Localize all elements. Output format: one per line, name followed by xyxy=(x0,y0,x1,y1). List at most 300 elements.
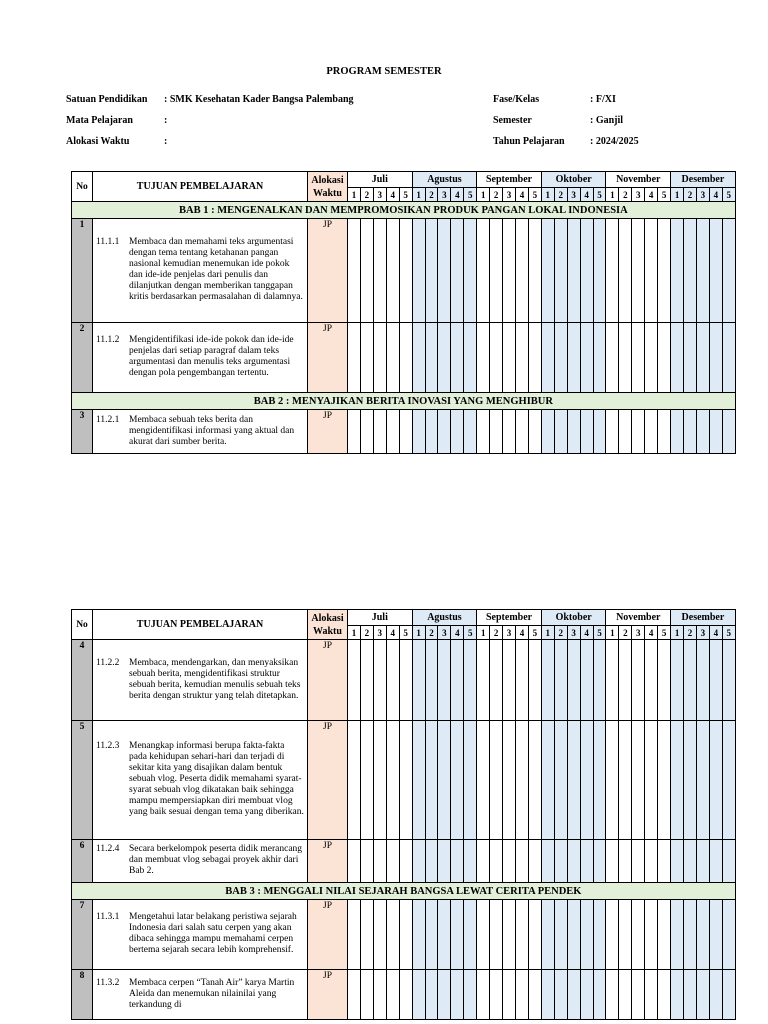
week-cell[interactable] xyxy=(399,640,412,721)
week-cell[interactable] xyxy=(554,410,567,454)
week-cell[interactable] xyxy=(645,323,658,393)
week-cell[interactable] xyxy=(580,900,593,970)
week-cell[interactable] xyxy=(606,970,619,1020)
week-cell[interactable] xyxy=(658,323,671,393)
week-cell[interactable] xyxy=(593,721,606,840)
week-cell[interactable] xyxy=(516,410,529,454)
week-cell[interactable] xyxy=(412,900,425,970)
week-cell[interactable] xyxy=(503,640,516,721)
week-cell[interactable] xyxy=(373,840,386,883)
week-cell[interactable] xyxy=(348,410,361,454)
week-cell[interactable] xyxy=(528,219,541,323)
week-number: 3 xyxy=(373,626,386,640)
week-cell[interactable] xyxy=(386,640,399,721)
info-label-tahun: Tahun Pelajaran xyxy=(493,136,565,147)
week-cell[interactable] xyxy=(412,970,425,1020)
week-cell[interactable] xyxy=(632,410,645,454)
week-cell[interactable] xyxy=(645,640,658,721)
week-cell[interactable] xyxy=(696,410,709,454)
week-cell[interactable] xyxy=(580,219,593,323)
week-cell[interactable] xyxy=(619,640,632,721)
info-label-satuan: Satuan Pendidikan xyxy=(66,94,148,105)
week-cell[interactable] xyxy=(722,721,735,840)
week-cell[interactable] xyxy=(360,640,373,721)
week-cell[interactable] xyxy=(580,721,593,840)
week-cell[interactable] xyxy=(490,840,503,883)
week-cell[interactable] xyxy=(645,410,658,454)
week-cell[interactable] xyxy=(658,640,671,721)
week-cell[interactable] xyxy=(438,640,451,721)
week-cell[interactable] xyxy=(619,219,632,323)
week-cell[interactable] xyxy=(541,640,554,721)
week-cell[interactable] xyxy=(567,640,580,721)
week-cell[interactable] xyxy=(541,900,554,970)
week-cell[interactable] xyxy=(671,900,684,970)
week-cell[interactable] xyxy=(399,970,412,1020)
week-cell[interactable] xyxy=(709,721,722,840)
week-cell[interactable] xyxy=(360,410,373,454)
week-cell[interactable] xyxy=(606,721,619,840)
week-cell[interactable] xyxy=(658,970,671,1020)
week-cell[interactable] xyxy=(671,970,684,1020)
week-cell[interactable] xyxy=(438,323,451,393)
week-cell[interactable] xyxy=(606,219,619,323)
week-cell[interactable] xyxy=(593,323,606,393)
month-header: Agustus xyxy=(412,610,477,626)
week-number: 4 xyxy=(645,626,658,640)
week-cell[interactable] xyxy=(503,721,516,840)
week-cell[interactable] xyxy=(554,219,567,323)
week-cell[interactable] xyxy=(619,900,632,970)
week-cell[interactable] xyxy=(606,323,619,393)
week-cell[interactable] xyxy=(696,219,709,323)
week-cell[interactable] xyxy=(541,970,554,1020)
week-cell[interactable] xyxy=(593,900,606,970)
week-cell[interactable] xyxy=(722,900,735,970)
week-cell[interactable] xyxy=(619,721,632,840)
week-cell[interactable] xyxy=(541,721,554,840)
week-cell[interactable] xyxy=(516,640,529,721)
week-cell[interactable] xyxy=(425,323,438,393)
week-cell[interactable] xyxy=(684,410,697,454)
week-cell[interactable] xyxy=(606,900,619,970)
week-cell[interactable] xyxy=(619,840,632,883)
week-cell[interactable] xyxy=(567,219,580,323)
objective-cell xyxy=(93,900,308,970)
week-cell[interactable] xyxy=(722,410,735,454)
week-cell[interactable] xyxy=(386,900,399,970)
week-cell[interactable] xyxy=(684,840,697,883)
bab-heading: BAB 1 : MENGENALKAN DAN MEMPROMOSIKAN PRODUK PANGAN LOKAL INDONESIA xyxy=(72,202,736,219)
semester-table-2 xyxy=(71,609,736,1020)
week-cell[interactable] xyxy=(464,970,477,1020)
week-cell[interactable] xyxy=(490,323,503,393)
week-cell[interactable] xyxy=(360,900,373,970)
week-cell[interactable] xyxy=(709,840,722,883)
week-cell[interactable] xyxy=(451,900,464,970)
week-cell[interactable] xyxy=(645,721,658,840)
week-cell[interactable] xyxy=(580,640,593,721)
week-cell[interactable] xyxy=(619,323,632,393)
week-cell[interactable] xyxy=(541,219,554,323)
week-cell[interactable] xyxy=(464,721,477,840)
week-cell[interactable] xyxy=(554,323,567,393)
week-cell[interactable] xyxy=(567,721,580,840)
week-number: 2 xyxy=(425,626,438,640)
objective-text: Membaca, mendengarkan, dan menyaksikan sebuah berita, mengidentifikasi struktur sebuah berita, kemudian menulis sebuah teks berita dengan struktur yang telah ditetapkan. xyxy=(129,657,301,701)
week-cell[interactable] xyxy=(696,900,709,970)
week-cell[interactable] xyxy=(477,970,490,1020)
week-cell[interactable] xyxy=(541,840,554,883)
week-cell[interactable] xyxy=(632,840,645,883)
week-cell[interactable] xyxy=(696,840,709,883)
bab-heading: BAB 2 : MENYAJIKAN BERITA INOVASI YANG MENGHIBUR xyxy=(72,393,736,410)
week-cell[interactable] xyxy=(645,840,658,883)
week-cell[interactable] xyxy=(348,640,361,721)
week-cell[interactable] xyxy=(503,219,516,323)
week-cell[interactable] xyxy=(503,970,516,1020)
week-cell[interactable] xyxy=(554,840,567,883)
week-cell[interactable] xyxy=(684,219,697,323)
month-header: November xyxy=(606,610,671,626)
week-cell[interactable] xyxy=(684,640,697,721)
week-cell[interactable] xyxy=(438,410,451,454)
week-cell[interactable] xyxy=(528,721,541,840)
week-cell[interactable] xyxy=(567,900,580,970)
week-number: 2 xyxy=(360,626,373,640)
week-cell[interactable] xyxy=(464,840,477,883)
week-cell[interactable] xyxy=(606,410,619,454)
month-header: November xyxy=(606,172,671,188)
week-cell[interactable] xyxy=(399,840,412,883)
week-cell[interactable] xyxy=(528,970,541,1020)
week-cell[interactable] xyxy=(464,323,477,393)
week-number: 5 xyxy=(464,188,477,202)
week-cell[interactable] xyxy=(516,721,529,840)
week-cell[interactable] xyxy=(684,721,697,840)
week-cell[interactable] xyxy=(451,970,464,1020)
week-cell[interactable] xyxy=(580,840,593,883)
week-cell[interactable] xyxy=(671,219,684,323)
week-cell[interactable] xyxy=(438,219,451,323)
week-cell[interactable] xyxy=(425,840,438,883)
week-cell[interactable] xyxy=(593,219,606,323)
week-cell[interactable] xyxy=(399,219,412,323)
week-number: 3 xyxy=(632,188,645,202)
week-cell[interactable] xyxy=(554,900,567,970)
week-cell[interactable] xyxy=(451,640,464,721)
week-number: 1 xyxy=(477,626,490,640)
semester-table-1 xyxy=(71,171,736,454)
week-cell[interactable] xyxy=(373,970,386,1020)
week-cell[interactable] xyxy=(632,640,645,721)
week-cell[interactable] xyxy=(503,323,516,393)
week-number: 3 xyxy=(567,188,580,202)
row-number: 8 xyxy=(72,970,93,1020)
week-cell[interactable] xyxy=(490,721,503,840)
objective-text: Membaca cerpen “Tanah Air” karya Martin Aleida dan menemukan nilainilai yang terkandung di xyxy=(129,977,295,1010)
week-cell[interactable] xyxy=(438,970,451,1020)
week-cell[interactable] xyxy=(528,640,541,721)
week-cell[interactable] xyxy=(528,323,541,393)
week-cell[interactable] xyxy=(373,721,386,840)
objective-code: 11.1.2 xyxy=(96,335,120,345)
week-cell[interactable] xyxy=(425,640,438,721)
week-cell[interactable] xyxy=(658,900,671,970)
week-cell[interactable] xyxy=(709,900,722,970)
week-cell[interactable] xyxy=(658,840,671,883)
objective-cell xyxy=(93,323,308,393)
week-cell[interactable] xyxy=(606,840,619,883)
week-cell[interactable] xyxy=(671,721,684,840)
week-cell[interactable] xyxy=(554,721,567,840)
week-cell[interactable] xyxy=(451,410,464,454)
week-cell[interactable] xyxy=(412,410,425,454)
week-cell[interactable] xyxy=(528,900,541,970)
week-cell[interactable] xyxy=(632,721,645,840)
week-cell[interactable] xyxy=(580,970,593,1020)
week-cell[interactable] xyxy=(645,219,658,323)
week-cell[interactable] xyxy=(477,721,490,840)
week-cell[interactable] xyxy=(386,410,399,454)
week-cell[interactable] xyxy=(412,219,425,323)
week-cell[interactable] xyxy=(348,900,361,970)
week-cell[interactable] xyxy=(671,323,684,393)
week-cell[interactable] xyxy=(360,840,373,883)
month-header: Oktober xyxy=(541,610,606,626)
week-cell[interactable] xyxy=(709,219,722,323)
week-cell[interactable] xyxy=(438,721,451,840)
week-cell[interactable] xyxy=(567,323,580,393)
week-cell[interactable] xyxy=(722,840,735,883)
month-header: Juli xyxy=(348,610,413,626)
bab-heading: BAB 3 : MENGGALI NILAI SEJARAH BANGSA LEWAT CERITA PENDEK xyxy=(72,883,736,900)
week-cell[interactable] xyxy=(503,840,516,883)
week-cell[interactable] xyxy=(490,640,503,721)
objective-text: Secara berkelompok peserta didik merancang dan membuat vlog sebagai proyek akhir dari Bab 2. xyxy=(129,844,303,876)
week-cell[interactable] xyxy=(658,721,671,840)
week-cell[interactable] xyxy=(709,640,722,721)
week-cell[interactable] xyxy=(580,323,593,393)
objective-text: Mengetahui latar belakang peristiwa sejarah Indonesia dari salah satu cerpen yang akan dibaca sehingga mampu memahami cerpen bertema sejarah secara lebih komprehensif. xyxy=(129,912,297,955)
week-cell[interactable] xyxy=(464,410,477,454)
week-cell[interactable] xyxy=(451,840,464,883)
week-number: 1 xyxy=(671,188,684,202)
week-cell[interactable] xyxy=(348,323,361,393)
objective-text: Membaca sebuah teks berita dan mengidentifikasi informasi yang aktual dan akurat dari sumber berita. xyxy=(129,414,295,447)
week-cell[interactable] xyxy=(503,900,516,970)
week-number: 1 xyxy=(348,188,361,202)
week-cell[interactable] xyxy=(373,219,386,323)
week-cell[interactable] xyxy=(541,323,554,393)
week-cell[interactable] xyxy=(632,970,645,1020)
week-cell[interactable] xyxy=(399,410,412,454)
week-cell[interactable] xyxy=(490,410,503,454)
week-cell[interactable] xyxy=(684,900,697,970)
week-cell[interactable] xyxy=(360,721,373,840)
week-cell[interactable] xyxy=(503,410,516,454)
week-number: 5 xyxy=(399,188,412,202)
week-cell[interactable] xyxy=(516,219,529,323)
week-cell[interactable] xyxy=(528,840,541,883)
week-cell[interactable] xyxy=(425,410,438,454)
week-cell[interactable] xyxy=(477,323,490,393)
week-cell[interactable] xyxy=(593,640,606,721)
week-cell[interactable] xyxy=(464,219,477,323)
week-cell[interactable] xyxy=(645,900,658,970)
week-cell[interactable] xyxy=(438,900,451,970)
week-cell[interactable] xyxy=(696,640,709,721)
week-cell[interactable] xyxy=(425,970,438,1020)
week-cell[interactable] xyxy=(696,721,709,840)
week-cell[interactable] xyxy=(386,323,399,393)
week-cell[interactable] xyxy=(709,410,722,454)
week-cell[interactable] xyxy=(516,323,529,393)
week-cell[interactable] xyxy=(348,840,361,883)
info-value-mapel: : xyxy=(164,115,168,126)
month-header: Agustus xyxy=(412,172,477,188)
week-cell[interactable] xyxy=(373,410,386,454)
week-cell[interactable] xyxy=(412,840,425,883)
week-number: 3 xyxy=(373,188,386,202)
week-cell[interactable] xyxy=(451,219,464,323)
week-cell[interactable] xyxy=(360,970,373,1020)
week-cell[interactable] xyxy=(684,970,697,1020)
week-cell[interactable] xyxy=(348,970,361,1020)
week-cell[interactable] xyxy=(373,640,386,721)
week-cell[interactable] xyxy=(516,970,529,1020)
week-cell[interactable] xyxy=(567,410,580,454)
week-cell[interactable] xyxy=(554,970,567,1020)
week-cell[interactable] xyxy=(425,721,438,840)
week-cell[interactable] xyxy=(645,970,658,1020)
week-cell[interactable] xyxy=(464,900,477,970)
week-cell[interactable] xyxy=(386,721,399,840)
alokasi-cell: JP xyxy=(308,219,348,323)
week-cell[interactable] xyxy=(490,970,503,1020)
week-number: 2 xyxy=(619,188,632,202)
week-cell[interactable] xyxy=(438,840,451,883)
week-cell[interactable] xyxy=(451,721,464,840)
week-cell[interactable] xyxy=(606,640,619,721)
week-cell[interactable] xyxy=(722,219,735,323)
week-number: 3 xyxy=(696,626,709,640)
week-cell[interactable] xyxy=(722,640,735,721)
week-cell[interactable] xyxy=(386,219,399,323)
week-cell[interactable] xyxy=(554,640,567,721)
week-cell[interactable] xyxy=(373,323,386,393)
week-cell[interactable] xyxy=(709,970,722,1020)
week-cell[interactable] xyxy=(399,721,412,840)
week-cell[interactable] xyxy=(477,640,490,721)
week-number: 2 xyxy=(554,626,567,640)
objective-text: Mengidentifikasi ide-ide pokok dan ide-ide penjelas dari setiap paragraf dalam teks argumentasi dan menulis teks argumentasi dengan pola pengembangan tertentu. xyxy=(129,335,294,378)
week-cell[interactable] xyxy=(464,640,477,721)
week-number: 5 xyxy=(464,626,477,640)
week-cell[interactable] xyxy=(412,323,425,393)
week-cell[interactable] xyxy=(567,840,580,883)
objective-text: Membaca dan memahami teks argumentasi dengan tema tentang ketahanan pangan nasional kemudian menemukan ide pokok dan ide-ide penjelas dari penulis dan dilanjutkan dengan memberikan tanggapan kritis berdasarkan permasalahan di dalamnya. xyxy=(129,237,303,302)
week-cell[interactable] xyxy=(425,219,438,323)
week-cell[interactable] xyxy=(619,970,632,1020)
week-cell[interactable] xyxy=(632,323,645,393)
week-number: 2 xyxy=(684,188,697,202)
week-cell[interactable] xyxy=(671,410,684,454)
week-number: 4 xyxy=(580,188,593,202)
week-cell[interactable] xyxy=(593,410,606,454)
week-cell[interactable] xyxy=(399,900,412,970)
week-cell[interactable] xyxy=(671,840,684,883)
week-cell[interactable] xyxy=(632,219,645,323)
objective-cell xyxy=(93,410,308,454)
week-cell[interactable] xyxy=(477,900,490,970)
week-cell[interactable] xyxy=(580,410,593,454)
week-cell[interactable] xyxy=(516,900,529,970)
month-header: September xyxy=(477,172,542,188)
week-cell[interactable] xyxy=(360,219,373,323)
week-cell[interactable] xyxy=(373,900,386,970)
week-cell[interactable] xyxy=(399,323,412,393)
week-cell[interactable] xyxy=(684,323,697,393)
week-cell[interactable] xyxy=(412,721,425,840)
week-number: 3 xyxy=(696,188,709,202)
week-number: 5 xyxy=(593,188,606,202)
week-cell[interactable] xyxy=(593,840,606,883)
week-cell[interactable] xyxy=(671,640,684,721)
week-cell[interactable] xyxy=(490,219,503,323)
week-cell[interactable] xyxy=(490,900,503,970)
week-cell[interactable] xyxy=(528,410,541,454)
week-cell[interactable] xyxy=(619,410,632,454)
week-number: 4 xyxy=(451,626,464,640)
month-header: September xyxy=(477,610,542,626)
objective-code: 11.2.3 xyxy=(96,741,120,751)
week-cell[interactable] xyxy=(386,970,399,1020)
week-cell[interactable] xyxy=(658,410,671,454)
objective-text: Menangkap informasi berupa fakta-fakta pada kehidupan sehari-hari dan terjadi di sekitar kita yang disajikan dalam bentuk sebuah vlog. Peserta didik memahami syarat-syarat sebuah vlog dikatakan baik sehingga mampu mempersiapkan diri membuat vlog yang baik sesuai dengan tema yang diberikan. xyxy=(129,741,304,817)
week-cell[interactable] xyxy=(348,219,361,323)
week-cell[interactable] xyxy=(386,840,399,883)
week-cell[interactable] xyxy=(722,323,735,393)
week-number: 4 xyxy=(709,626,722,640)
week-cell[interactable] xyxy=(477,840,490,883)
week-cell[interactable] xyxy=(516,840,529,883)
week-cell[interactable] xyxy=(593,970,606,1020)
week-cell[interactable] xyxy=(632,900,645,970)
week-number: 5 xyxy=(593,626,606,640)
week-cell[interactable] xyxy=(541,410,554,454)
week-cell[interactable] xyxy=(658,219,671,323)
week-cell[interactable] xyxy=(696,323,709,393)
week-cell[interactable] xyxy=(412,640,425,721)
week-cell[interactable] xyxy=(451,323,464,393)
month-header: Desember xyxy=(671,610,736,626)
week-cell[interactable] xyxy=(709,323,722,393)
week-cell[interactable] xyxy=(360,323,373,393)
week-cell[interactable] xyxy=(722,970,735,1020)
week-cell[interactable] xyxy=(425,900,438,970)
week-cell[interactable] xyxy=(477,219,490,323)
week-cell[interactable] xyxy=(696,970,709,1020)
week-number: 5 xyxy=(722,626,735,640)
week-cell[interactable] xyxy=(348,721,361,840)
week-cell[interactable] xyxy=(477,410,490,454)
week-cell[interactable] xyxy=(567,970,580,1020)
week-number: 1 xyxy=(477,188,490,202)
objective-cell xyxy=(93,219,308,323)
week-number: 4 xyxy=(580,626,593,640)
info-label-alokasi: Alokasi Waktu xyxy=(66,136,130,147)
